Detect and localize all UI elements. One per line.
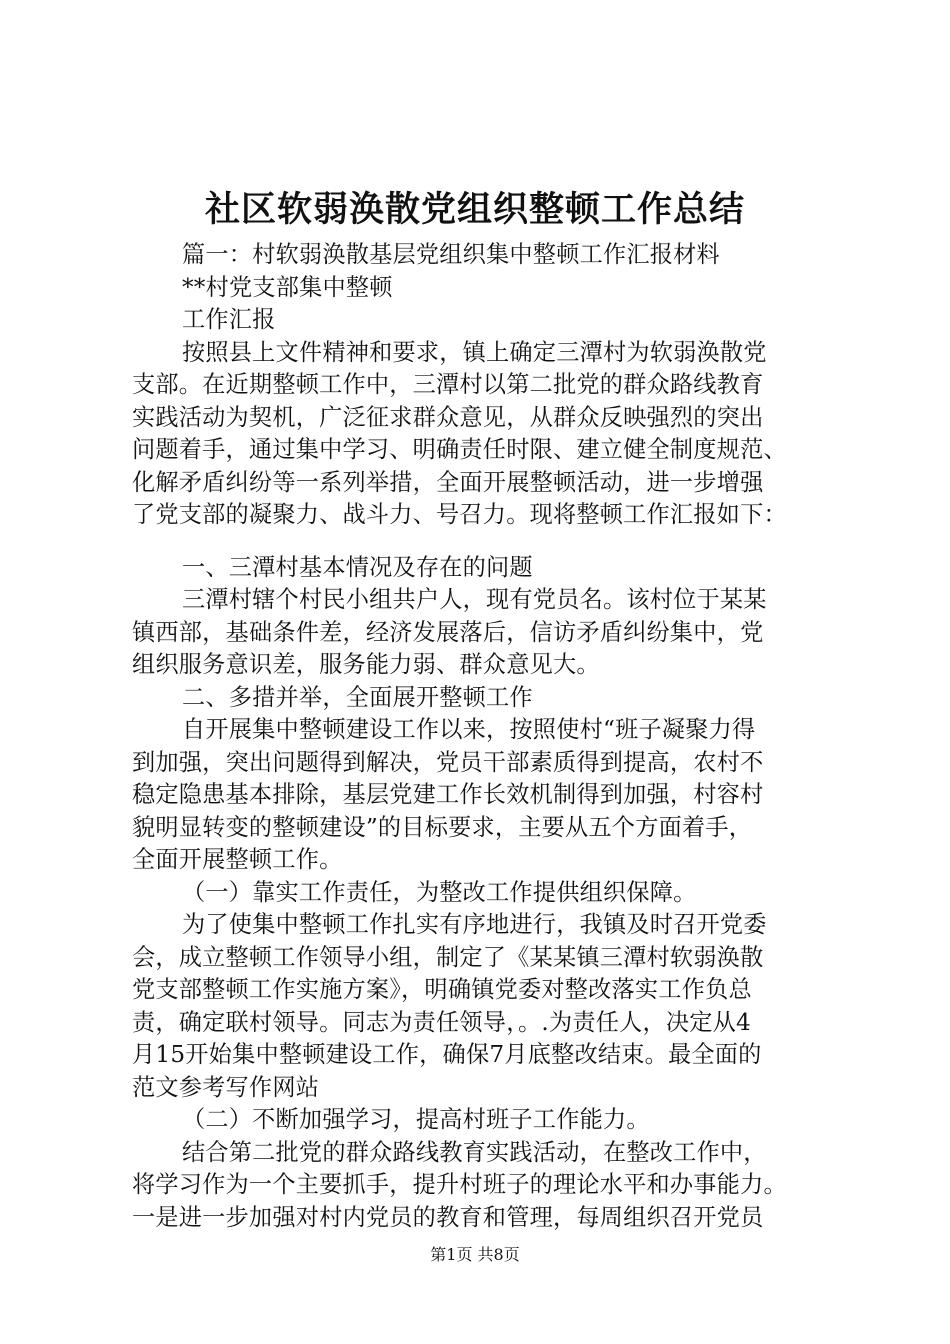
text-line: 了党支部的凝聚力、战斗力、号召力。现将整顿工作汇报如下： <box>132 501 787 528</box>
text-line: 篇一：村软弱涣散基层党组织集中整顿工作汇报材料 <box>182 241 720 268</box>
text-line: 为了使集中整顿工作扎实有序地进行，我镇及时召开党委 <box>182 911 767 938</box>
text-line: 化解矛盾纠纷等一系列举措，全面开展整顿活动，进一步增强 <box>132 468 764 496</box>
subsection-heading: （二）不断加强学习，提高村班子工作能力。 <box>182 1106 650 1133</box>
text-line: **村党支部集中整顿 <box>182 273 393 301</box>
page-number-footer: 第1页 共8页 <box>430 1245 520 1264</box>
text-line: 结合第二批党的群众路线教育实践活动，在整改工作中， <box>182 1138 767 1166</box>
text-line: 组织服务意识差，服务能力弱、群众意见大。 <box>132 651 600 678</box>
text-line: 问题着手，通过集中学习、明确责任时限、建立健全制度规范、 <box>132 436 787 463</box>
text-line: 党支部整顿工作实施方案》，明确镇党委对整改落实工作负总 <box>132 976 752 1003</box>
text-line: 自开展集中整顿建设工作以来，按照使村“班子凝聚力得 <box>182 716 756 743</box>
subsection-heading: （一）靠实工作责任，为整改工作提供组织保障。 <box>182 878 697 906</box>
text-line: 工作汇报 <box>182 306 276 333</box>
document-title: 社区软弱涣散党组织整顿工作总结 <box>204 189 745 230</box>
text-line: 镇西部，基础条件差，经济发展落后，信访矛盾纠纷集中，党 <box>132 618 764 646</box>
text-line: 实践活动为契机，广泛征求群众意见，从群众反映强烈的突出 <box>132 403 764 431</box>
text-line: 全面开展整顿工作。 <box>132 846 343 873</box>
text-line: 月15开始集中整顿建设工作，确保7月底整改结束。最全面的 <box>132 1041 762 1068</box>
text-line: 按照县上文件精神和要求，镇上确定三潭村为软弱涣散党 <box>182 338 767 366</box>
text-line: 三潭村辖个村民小组共户人，现有党员名。该村位于某某 <box>182 586 767 613</box>
text-line: 貌明显转变的整顿建设”的目标要求，主要从五个方面着手， <box>132 813 753 841</box>
text-line: 将学习作为一个主要抓手，提升村班子的理论水平和办事能力。 <box>132 1171 787 1198</box>
section-heading: 一、三潭村基本情况及存在的问题 <box>182 553 533 581</box>
text-line: 责，确定联村领导。同志为责任领导，。.为责任人，决定从4 <box>132 1008 751 1036</box>
section-heading: 二、多措并举，全面展开整顿工作 <box>182 683 533 711</box>
text-line: 范文参考写作网站 <box>132 1073 320 1101</box>
text-line: 一是进一步加强对村内党员的教育和管理，每周组织召开党员 <box>132 1203 764 1231</box>
document-body <box>132 239 832 1234</box>
text-line: 稳定隐患基本排除，基层党建工作长效机制得到加强，村容村 <box>132 781 764 808</box>
text-line: 会，成立整顿工作领导小组，制定了《某某镇三潭村软弱涣散 <box>132 943 764 971</box>
text-line: 到加强，突出问题得到解决，党员干部素质得到提高，农村不 <box>132 748 764 776</box>
paragraph-gap <box>132 532 832 552</box>
text-line: 支部。在近期整顿工作中，三潭村以第二批党的群众路线教育 <box>132 371 764 398</box>
